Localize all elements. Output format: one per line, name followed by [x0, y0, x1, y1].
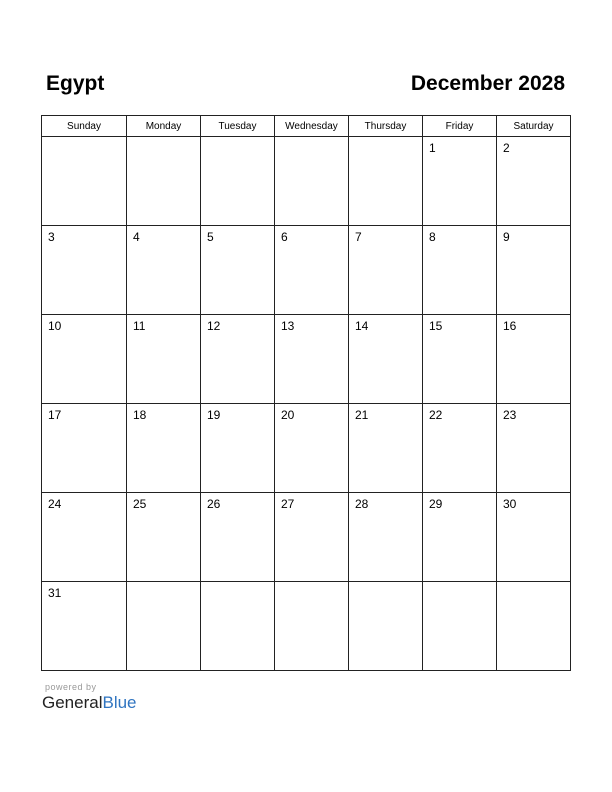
day-number: 17 — [48, 408, 62, 422]
day-number: 31 — [48, 586, 62, 600]
day-number: 25 — [133, 497, 147, 511]
week-row — [42, 493, 571, 582]
day-cell — [497, 404, 571, 493]
day-number: 7 — [355, 230, 362, 244]
day-number: 29 — [429, 497, 443, 511]
day-cell — [423, 404, 497, 493]
week-row — [42, 137, 571, 226]
day-cell — [42, 315, 127, 404]
day-cell — [127, 137, 201, 226]
day-number: 11 — [133, 319, 146, 333]
day-cell — [127, 315, 201, 404]
day-cell — [127, 404, 201, 493]
day-cell — [275, 493, 349, 582]
week-row — [42, 226, 571, 315]
day-number: 3 — [48, 230, 55, 244]
day-number: 27 — [281, 497, 295, 511]
powered-by-text: powered by — [45, 682, 97, 692]
day-number: 19 — [207, 408, 221, 422]
weekday-header: Friday — [423, 116, 497, 137]
day-number — [201, 582, 274, 586]
calendar-grid — [41, 115, 571, 671]
day-number — [275, 137, 348, 141]
day-cell — [201, 315, 275, 404]
day-cell — [275, 226, 349, 315]
day-number — [275, 582, 348, 586]
day-number — [423, 582, 496, 586]
day-number: 5 — [207, 230, 214, 244]
day-number: 10 — [48, 319, 62, 333]
day-cell — [42, 226, 127, 315]
day-number: 8 — [429, 230, 436, 244]
day-cell — [497, 493, 571, 582]
day-cell — [127, 582, 201, 671]
week-row — [42, 582, 571, 671]
day-number: 21 — [355, 408, 369, 422]
day-cell — [497, 226, 571, 315]
day-cell — [42, 493, 127, 582]
day-cell — [275, 315, 349, 404]
day-cell — [423, 582, 497, 671]
day-cell — [349, 137, 423, 226]
day-cell — [201, 404, 275, 493]
month-title: December 2028 — [410, 72, 565, 95]
day-number: 13 — [281, 319, 295, 333]
week-row — [42, 404, 571, 493]
weekday-header: Wednesday — [275, 116, 349, 137]
day-cell — [275, 404, 349, 493]
day-cell — [497, 582, 571, 671]
day-number: 16 — [503, 319, 517, 333]
day-cell — [349, 315, 423, 404]
day-number: 26 — [207, 497, 221, 511]
day-cell — [127, 493, 201, 582]
day-number: 18 — [133, 408, 147, 422]
day-number: 1 — [429, 141, 436, 155]
day-number: 6 — [281, 230, 288, 244]
weekday-header: Saturday — [497, 116, 571, 137]
day-number — [42, 137, 126, 141]
day-cell — [275, 137, 349, 226]
day-cell — [349, 493, 423, 582]
day-cell — [42, 137, 127, 226]
day-number: 12 — [207, 319, 221, 333]
week-row — [42, 315, 571, 404]
day-cell — [127, 226, 201, 315]
weekday-header: Sunday — [42, 116, 127, 137]
day-cell — [497, 137, 571, 226]
day-number — [201, 137, 274, 141]
day-number — [127, 137, 200, 141]
weekday-header: Thursday — [349, 116, 423, 137]
day-number — [349, 137, 422, 141]
weekday-header: Monday — [127, 116, 201, 137]
day-cell — [423, 226, 497, 315]
day-cell — [349, 404, 423, 493]
day-cell — [275, 582, 349, 671]
day-number: 28 — [355, 497, 369, 511]
country-title: Egypt — [46, 72, 105, 95]
day-cell — [349, 582, 423, 671]
day-number: 23 — [503, 408, 517, 422]
day-cell — [42, 582, 127, 671]
day-number: 2 — [503, 141, 510, 155]
day-number: 9 — [503, 230, 510, 244]
day-cell — [201, 582, 275, 671]
brand-name-blue: Blue — [102, 693, 137, 712]
weekday-header-row — [42, 116, 571, 137]
day-number: 22 — [429, 408, 443, 422]
day-number: 15 — [429, 319, 443, 333]
day-number: 4 — [133, 230, 140, 244]
day-number — [497, 582, 570, 586]
brand-name-general: General — [42, 693, 103, 712]
day-number — [127, 582, 200, 586]
day-cell — [42, 404, 127, 493]
weekday-header: Tuesday — [201, 116, 275, 137]
day-number — [349, 582, 422, 586]
day-cell — [201, 226, 275, 315]
day-cell — [201, 493, 275, 582]
day-number: 24 — [48, 497, 62, 511]
day-cell — [423, 137, 497, 226]
day-cell — [423, 493, 497, 582]
day-cell — [201, 137, 275, 226]
day-number: 30 — [503, 497, 517, 511]
day-cell — [497, 315, 571, 404]
day-number: 14 — [355, 319, 369, 333]
day-number: 20 — [281, 408, 295, 422]
brand-logo[interactable] — [42, 693, 137, 713]
day-cell — [349, 226, 423, 315]
day-cell — [423, 315, 497, 404]
